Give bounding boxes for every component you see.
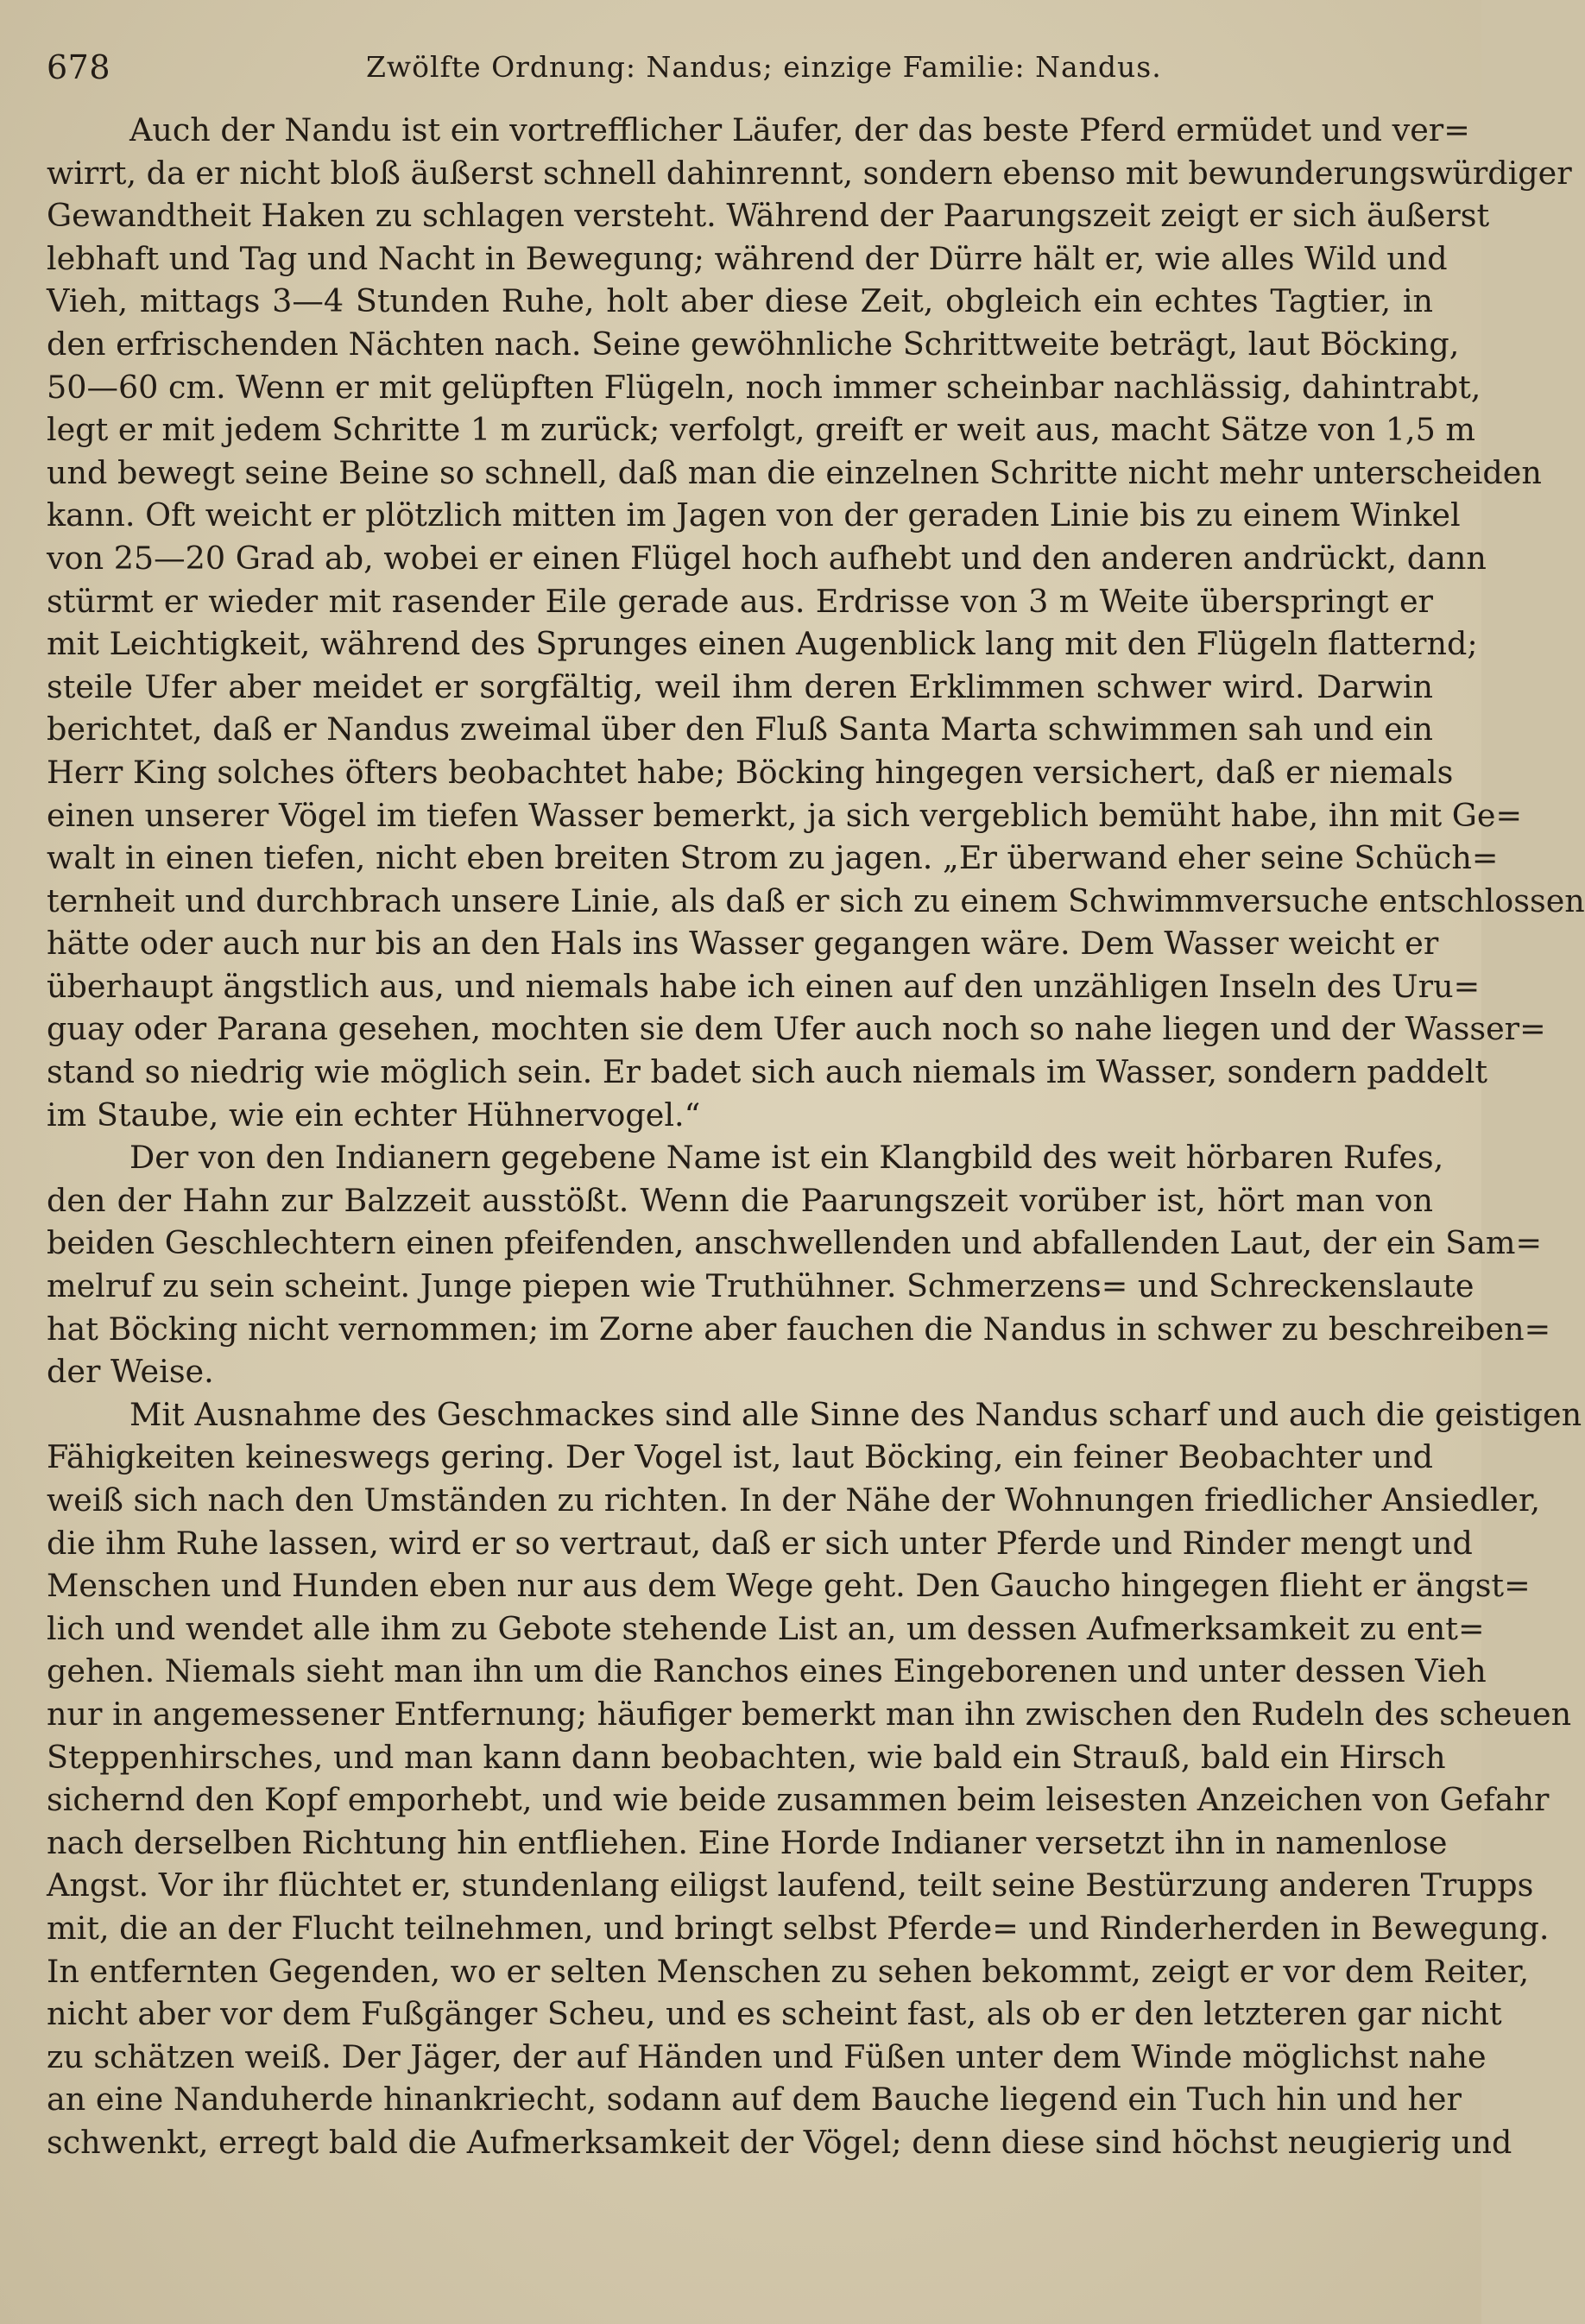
body-text — [47, 109, 1585, 2164]
text-line: steile Ufer aber meidet er sorgfältig, weil ihm deren Erklimmen schwer wird. Darwin — [47, 667, 1433, 705]
text-line: schwenkt, erregt bald die Aufmerksamkeit der Vögel; denn diese sind höchst neugierig und — [47, 2123, 1512, 2161]
text-line: Menschen und Hunden eben nur aus dem Wege geht. Den Gaucho hingegen flieht er ängst= — [47, 1567, 1531, 1605]
text-line: die ihm Ruhe lassen, wird er so vertraut, daß er sich unter Pferde und Rinder mengt und — [47, 1524, 1473, 1562]
text-line: mit, die an der Flucht teilnehmen, und bringt selbst Pferde= und Rinderherden in Bewegung. — [47, 1909, 1550, 1947]
text-line: Angst. Vor ihr flüchtet er, stundenlang eiligst laufend, teilt seine Bestürzung anderen Trupps — [47, 1866, 1534, 1904]
text-line: Gewandtheit Haken zu schlagen versteht. Während der Paarungszeit zeigt er sich äußerst — [47, 197, 1490, 235]
text-line: den der Hahn zur Balzzeit ausstößt. Wenn die Paarungszeit vorüber ist, hört man von — [47, 1181, 1433, 1219]
page-number: 678 — [47, 48, 111, 86]
text-line: legt er mit jedem Schritte 1 m zurück; verfolgt, greift er weit aus, macht Sätze von 1,5 m — [47, 411, 1476, 449]
text-line: Herr King solches öfters beobachtet habe; Böcking hingegen versichert, daß er niemals — [47, 753, 1454, 791]
text-line: nicht aber vor dem Fußgänger Scheu, und es scheint fast, als ob er den letzteren gar nicht — [47, 1995, 1502, 2033]
text-line: im Staube, wie ein echter Hühnervogel.“ — [47, 1096, 701, 1134]
text-line: 50—60 cm. Wenn er mit gelüpften Flügeln, noch immer scheinbar nachlässig, dahintrabt, — [47, 368, 1481, 406]
text-line: stand so niedrig wie möglich sein. Er badet sich auch niemals im Wasser, sondern paddelt — [47, 1053, 1488, 1091]
text-line: Mit Ausnahme des Geschmackes sind alle Sinne des Nandus scharf und auch die geistigen — [129, 1395, 1582, 1433]
text-line: Steppenhirsches, und man kann dann beobachten, wie bald ein Strauß, bald ein Hirsch — [47, 1738, 1446, 1776]
text-line: stürmt er wieder mit rasender Eile gerade aus. Erdrisse von 3 m Weite überspringt er — [47, 582, 1433, 620]
text-line: ternheit und durchbrach unsere Linie, als daß er sich zu einem Schwimmversuche entschlossen — [47, 881, 1585, 919]
text-line: walt in einen tiefen, nicht eben breiten Strom zu jagen. „Er überwand eher seine Schüch= — [47, 839, 1499, 877]
text-line: kann. Oft weicht er plötzlich mitten im Jagen von der geraden Linie bis zu einem Winkel — [47, 496, 1461, 534]
paragraph-1 — [47, 109, 1585, 1136]
text-line: zu schätzen weiß. Der Jäger, der auf Händen und Füßen unter dem Winde möglichst nahe — [47, 2037, 1487, 2075]
text-line: Der von den Indianern gegebene Name ist ein Klangbild des weit hörbaren Rufes, — [129, 1139, 1444, 1177]
text-line: lich und wendet alle ihm zu Gebote stehende List an, um dessen Aufmerksamkeit zu ent= — [47, 1609, 1485, 1647]
paragraph-3 — [47, 1393, 1582, 2164]
text-line: hätte oder auch nur bis an den Hals ins Wasser gegangen wäre. Dem Wasser weicht er — [47, 925, 1439, 963]
text-line: an eine Nanduherde hinankriecht, sodann auf dem Bauche liegend ein Tuch hin und her — [47, 2081, 1462, 2119]
text-line: der Weise. — [47, 1353, 214, 1391]
page-header — [47, 43, 1433, 95]
text-line: guay oder Parana gesehen, mochten sie dem Ufer auch noch so nahe liegen und der Wasser= — [47, 1010, 1546, 1048]
text-line: melruf zu sein scheint. Junge piepen wie Truthühner. Schmerzens= und Schreckenslaute — [47, 1267, 1474, 1305]
text-line: einen unserer Vögel im tiefen Wasser bemerkt, ja sich vergeblich bemüht habe, ihn mit Ge= — [47, 796, 1523, 834]
text-line: berichtet, daß er Nandus zweimal über den Fluß Santa Marta schwimmen sah und ein — [47, 710, 1433, 748]
text-line: nur in angemessener Entfernung; häufiger bemerkt man ihn zwischen den Rudeln des scheuen — [47, 1695, 1572, 1733]
text-line: Vieh, mittags 3—4 Stunden Ruhe, holt aber diese Zeit, obgleich ein echtes Tagtier, in — [47, 282, 1433, 320]
text-line: und bewegt seine Beine so schnell, daß man die einzelnen Schritte nicht mehr unterscheiden — [47, 453, 1542, 491]
paragraph-2 — [47, 1136, 1551, 1393]
text-line: nach derselben Richtung hin entfliehen. Eine Horde Indianer versetzt ihn in namenlose — [47, 1823, 1448, 1861]
text-line: überhaupt ängstlich aus, und niemals habe ich einen auf den unzähligen Inseln des Uru= — [47, 967, 1481, 1005]
text-line: den erfrischenden Nächten nach. Seine gewöhnliche Schrittweite beträgt, laut Böcking, — [47, 325, 1460, 363]
text-line: gehen. Niemals sieht man ihn um die Ranchos eines Eingeborenen und unter dessen Vieh — [47, 1652, 1487, 1690]
text-line: beiden Geschlechtern einen pfeifenden, anschwellenden und abfallenden Laut, der ein Sam= — [47, 1224, 1543, 1262]
text-line: mit Leichtigkeit, während des Sprunges einen Augenblick lang mit den Flügeln flatternd; — [47, 625, 1478, 663]
text-line: Fähigkeiten keineswegs gering. Der Vogel ist, laut Böcking, ein feiner Beobachter und — [47, 1438, 1433, 1476]
text-line: von 25—20 Grad ab, wobei er einen Flügel hoch aufhebt und den anderen andrückt, dann — [47, 539, 1487, 577]
text-line: In entfernten Gegenden, wo er selten Menschen zu sehen bekommt, zeigt er vor dem Reiter, — [47, 1952, 1530, 1990]
text-line: lebhaft und Tag und Nacht in Bewegung; während der Dürre hält er, wie alles Wild und — [47, 239, 1448, 277]
text-line: hat Böcking nicht vernommen; im Zorne aber fauchen die Nandus in schwer zu beschreiben= — [47, 1310, 1551, 1348]
running-head: Zwölfte Ordnung: Nandus; einzige Familie: Nandus. — [366, 50, 1162, 84]
text-line: Auch der Nandu ist ein vortrefflicher Läufer, der das beste Pferd ermüdet und ver= — [129, 111, 1470, 148]
text-line: weiß sich nach den Umständen zu richten. In der Nähe der Wohnungen friedlicher Ansiedler, — [47, 1481, 1541, 1519]
text-line: wirrt, da er nicht bloß äußerst schnell dahinrennt, sondern ebenso mit bewunderungswürdiger — [47, 154, 1572, 192]
text-line: sichernd den Kopf emporhebt, und wie beide zusammen beim leisesten Anzeichen von Gefahr — [47, 1781, 1550, 1819]
